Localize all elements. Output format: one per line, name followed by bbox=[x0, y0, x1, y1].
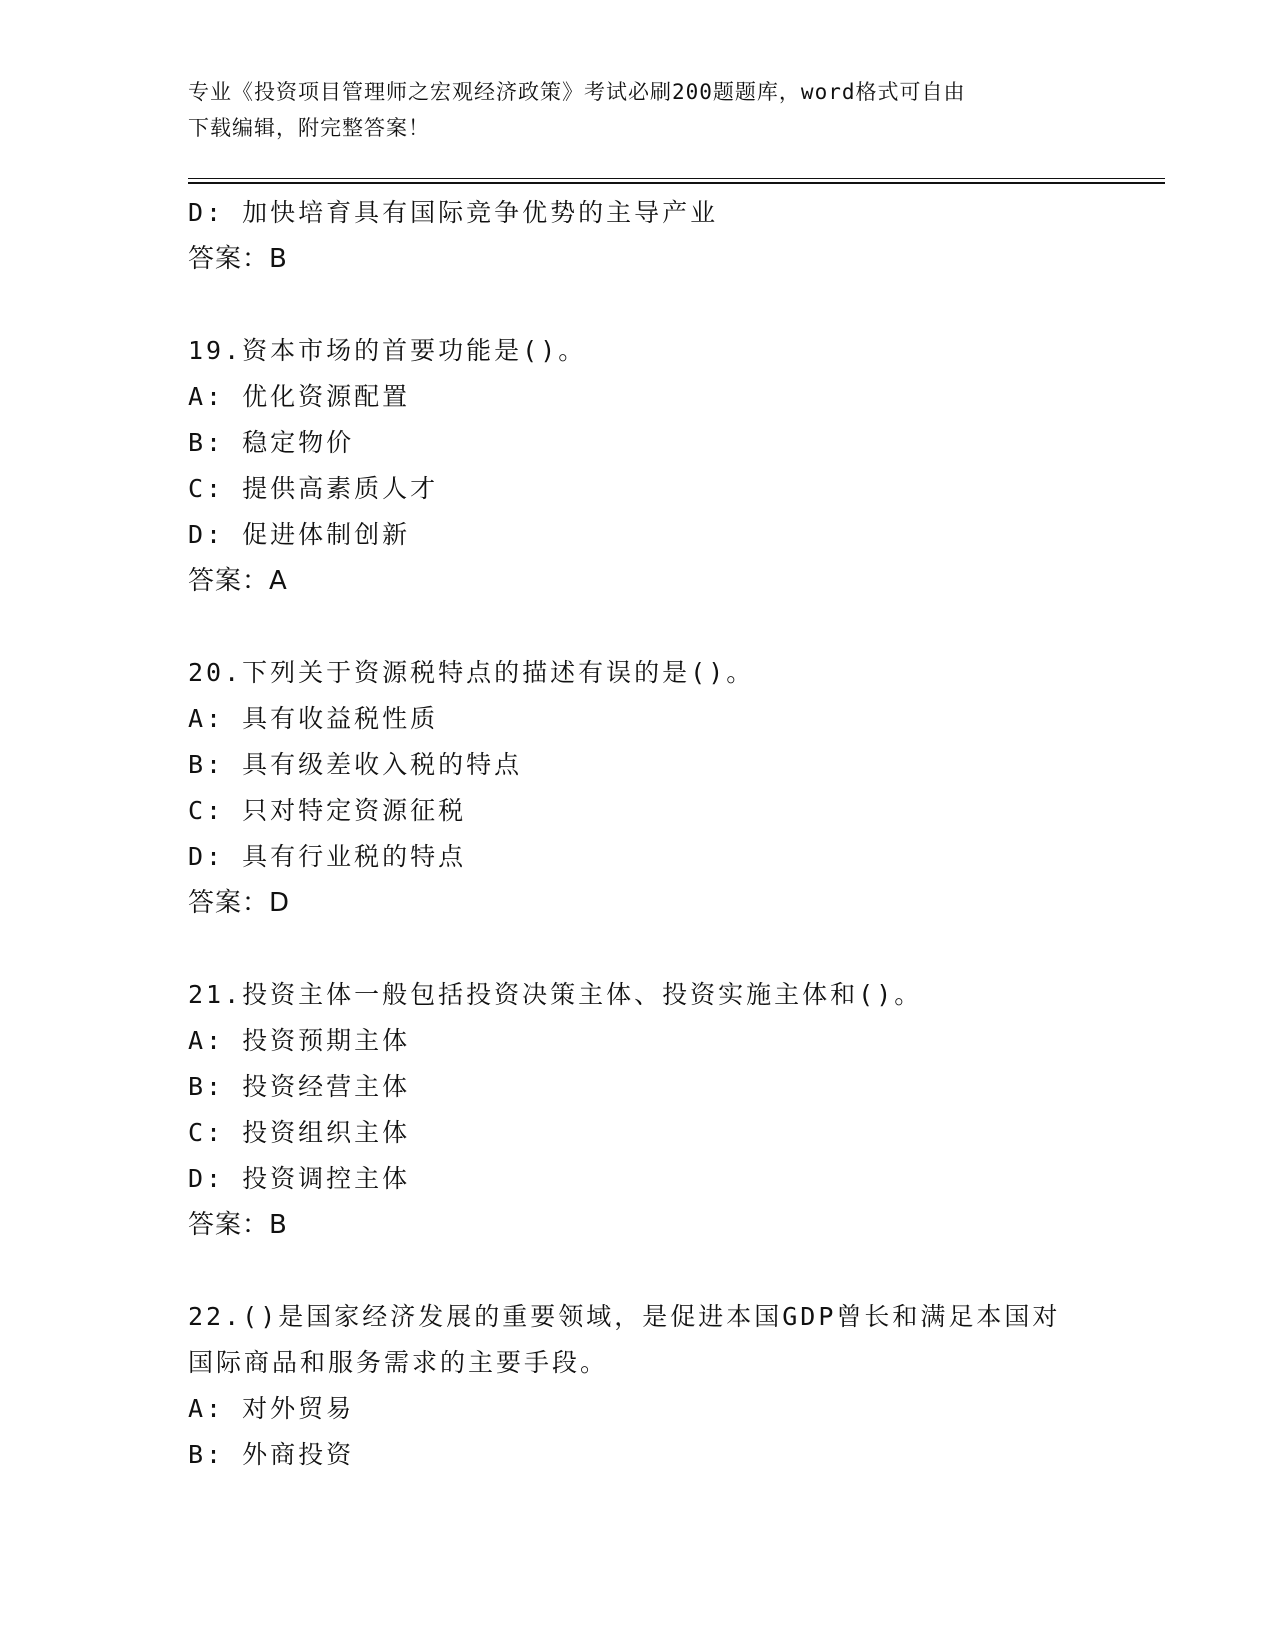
header-divider-thin bbox=[188, 178, 1165, 179]
question-19 bbox=[188, 328, 1088, 604]
question-20 bbox=[188, 650, 1088, 926]
option-a: A: 优化资源配置 bbox=[188, 382, 411, 411]
spacer bbox=[188, 926, 1088, 972]
option-d: D: 加快培育具有国际竞争优势的主导产业 bbox=[188, 198, 719, 227]
option-b: B: 投资经营主体 bbox=[188, 1072, 411, 1101]
header-line-2: 下载编辑，附完整答案！ bbox=[188, 116, 430, 140]
answer-line: 答案：B bbox=[188, 244, 288, 274]
option-a: A: 具有收益税性质 bbox=[188, 704, 439, 733]
question-stem-line-1: 22.()是国家经济发展的重要领域，是促进本国GDP曾长和满足本国对 bbox=[188, 1302, 1061, 1331]
answer-line: 答案：B bbox=[188, 1210, 288, 1240]
option-c: C: 只对特定资源征税 bbox=[188, 796, 467, 825]
header-divider-thick bbox=[188, 182, 1165, 184]
answer-line: 答案：A bbox=[188, 566, 288, 596]
question-stem: 19.资本市场的首要功能是()。 bbox=[188, 336, 587, 365]
spacer bbox=[188, 604, 1088, 650]
option-d: D: 投资调控主体 bbox=[188, 1164, 411, 1193]
question-stem: 21.投资主体一般包括投资决策主体、投资实施主体和()。 bbox=[188, 980, 923, 1009]
header-line-1: 专业《投资项目管理师之宏观经济政策》考试必刷200题题库，word格式可自由 bbox=[188, 80, 966, 104]
spacer bbox=[188, 1248, 1088, 1294]
question-list bbox=[188, 190, 1088, 1478]
option-d: D: 具有行业税的特点 bbox=[188, 842, 467, 871]
option-b: B: 具有级差收入税的特点 bbox=[188, 750, 523, 779]
option-a: A: 投资预期主体 bbox=[188, 1026, 411, 1055]
option-c: C: 投资组织主体 bbox=[188, 1118, 411, 1147]
question-18-fragment bbox=[188, 190, 1088, 282]
option-b: B: 稳定物价 bbox=[188, 428, 355, 457]
spacer bbox=[188, 282, 1088, 328]
option-a: A: 对外贸易 bbox=[188, 1394, 355, 1423]
option-d: D: 促进体制创新 bbox=[188, 520, 411, 549]
question-22 bbox=[188, 1294, 1088, 1478]
question-21 bbox=[188, 972, 1088, 1248]
document-header bbox=[188, 74, 1088, 146]
question-stem-line-2: 国际商品和服务需求的主要手段。 bbox=[188, 1348, 609, 1377]
option-c: C: 提供高素质人才 bbox=[188, 474, 439, 503]
answer-line: 答案：D bbox=[188, 888, 291, 918]
question-stem: 20.下列关于资源税特点的描述有误的是()。 bbox=[188, 658, 755, 687]
option-b: B: 外商投资 bbox=[188, 1440, 355, 1469]
